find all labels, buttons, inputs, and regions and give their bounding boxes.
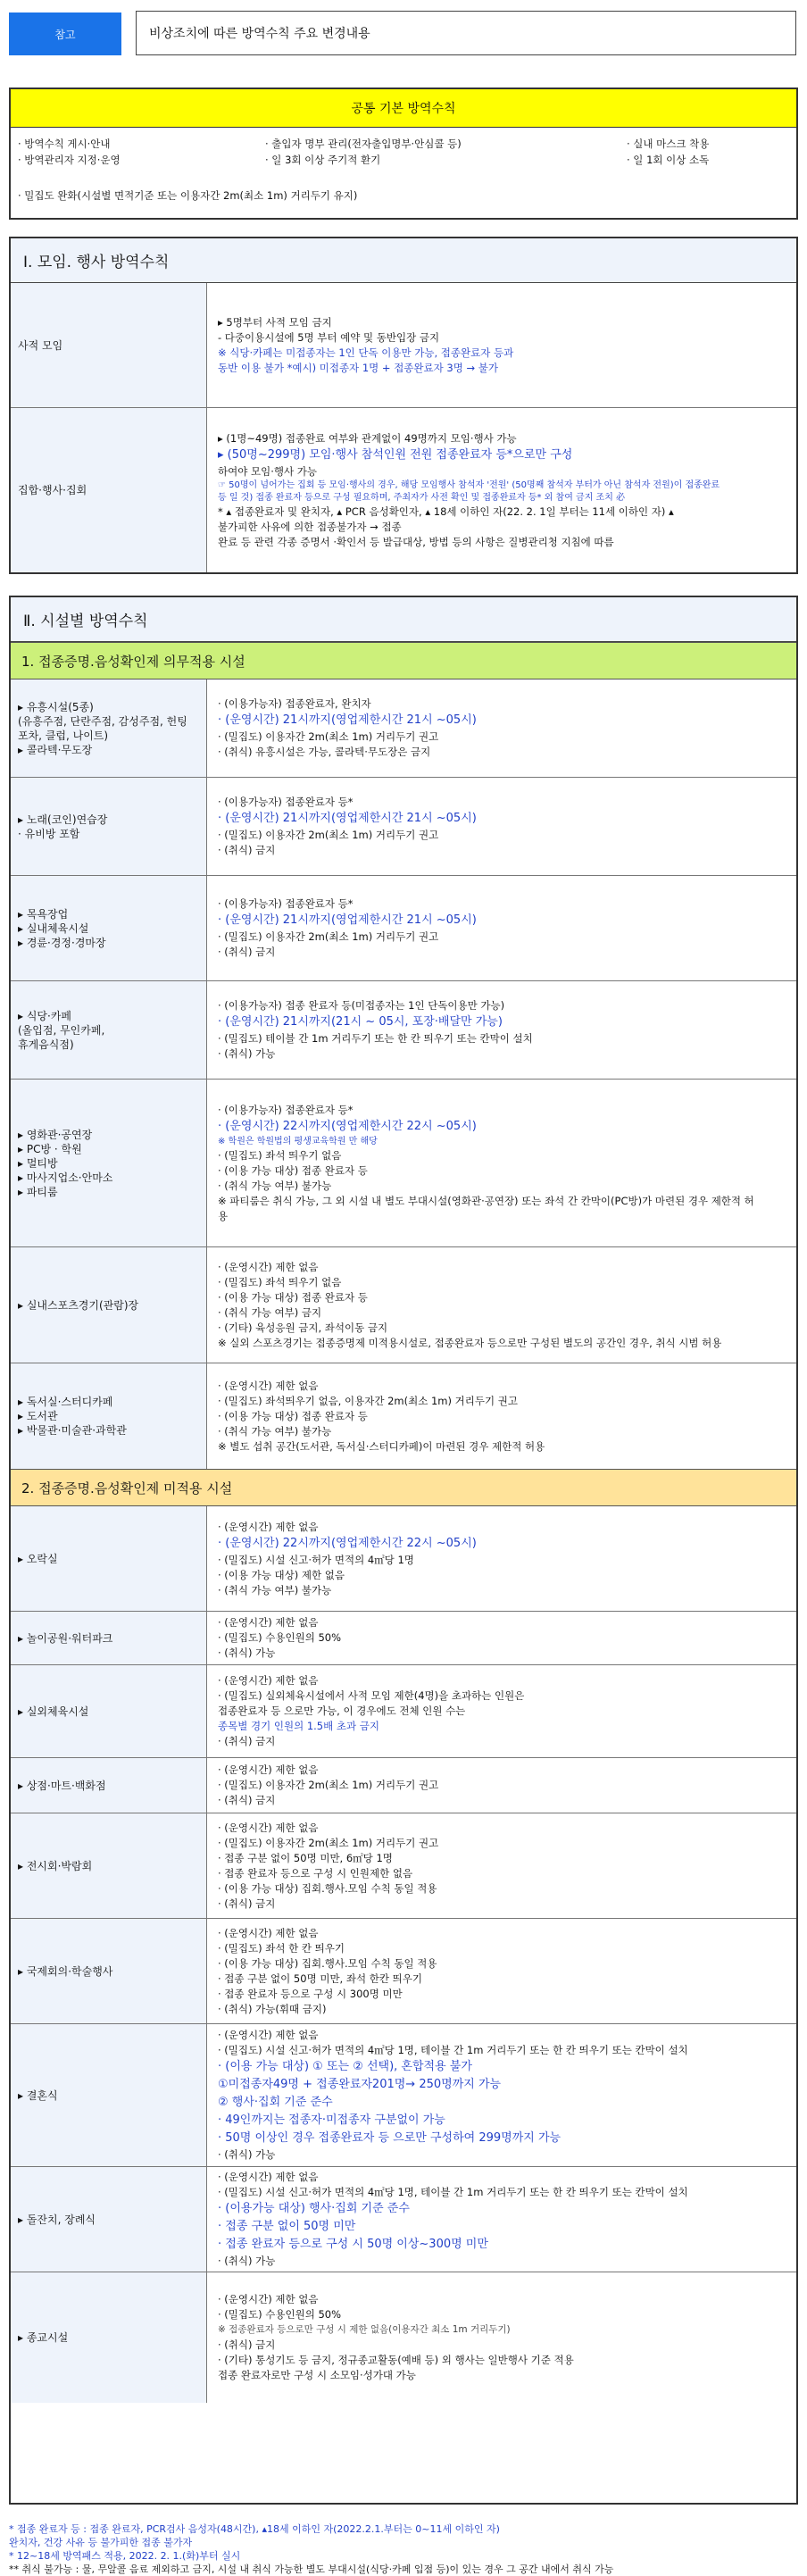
row-label <box>11 1919 207 2023</box>
row-content <box>218 1247 789 1363</box>
row-label <box>11 1247 207 1363</box>
row-content <box>218 2167 789 2272</box>
rule-line: · (밀집도) 이용자간 2m(최소 1m) 거리두기 권고 <box>218 1836 439 1849</box>
table-row <box>11 1919 796 2024</box>
row-content <box>218 1363 789 1469</box>
rule-line: · 접종 구분 없이 50명 미만, 6㎡당 1명 <box>218 1851 393 1864</box>
row-label-line: ▸ 멀티방 <box>18 1156 58 1170</box>
row-label-line: · 유비방 포함 <box>18 827 80 840</box>
row-label-line: 포차, 클럽, 나이트) <box>18 729 109 742</box>
common-col1 <box>18 136 121 168</box>
row-label <box>11 2024 207 2166</box>
rule-line: · (운영시간) 제한 없음 <box>218 1821 319 1834</box>
rule-line: * ▴ 접종완료자 및 완치자, ▴ PCR 음성확인자, ▴ 18세 이하인 자(22. 2. 1일 부터는 11세 이하인 자) ▴ <box>218 504 674 518</box>
rule-line: · (밀집도) 시설 신고·허가 면적의 4㎡당 1명, 테이블 간 1m 거리두기 또는 한 칸 띄우기 또는 칸막이 설치 <box>218 2044 688 2056</box>
rule-line: 접종완료자 등 으로만 가능, 이 경우에도 전체 인원 수는 <box>218 1705 466 1717</box>
footnote: ** 취식 불가능 : 물, 무알콜 음료 제외하고 금지, 시설 내 취식 가능한 별도 부대시설(식당·카페 입점 등)이 있는 경우 그 공간 내에서 취식 가능 <box>9 2563 614 2575</box>
rule-line: · (취식 가능 여부) 불가능 <box>218 1583 332 1596</box>
rule-line: · (기타) 육성응원 금지, 좌석이동 금지 <box>218 1321 388 1334</box>
rule-line: · (운영시간) 제한 없음 <box>218 2029 319 2041</box>
row-label-line: ▸ 실외체육시설 <box>18 1705 89 1718</box>
rule-line: ※ 실외 스포츠경기는 접종증명제 미적용시설로, 접종완료자 등으로만 구성된 별도의 공간인 경우, 취식 시범 허용 <box>218 1336 722 1349</box>
rule-line: 용 <box>218 1209 229 1222</box>
row-label-line: ▸ 목욕장업 <box>18 907 69 921</box>
rule-line: · 50명 이상인 경우 접종완료자 등 으로만 구성하여 299명까지 가능 <box>218 2131 562 2145</box>
rule-line: · (취식 가능 여부) 불가능 <box>218 1424 332 1438</box>
rule-line: · (이용 가능 대상) 집회.행사.모임 수칙 동일 적용 <box>218 1881 437 1895</box>
rule-line: · (취식) 가능 <box>218 1646 276 1659</box>
table-row <box>11 283 796 408</box>
row-content <box>218 408 789 572</box>
rule-line: ※ 파티룸은 취식 가능, 그 외 시설 내 별도 부대시설(영화관·공연장) 또는 좌석 간 칸막이(PC방)가 마련된 경우 제한적 허 <box>218 1194 754 1207</box>
rule-line: · (운영시간) 제한 없음 <box>218 2293 319 2305</box>
rule-line: · (취식) 가능 <box>218 2255 276 2267</box>
rule-line: · (취식) 가능 <box>218 2148 276 2161</box>
table-row <box>11 1506 796 1612</box>
rule-line: · (밀집도) 이용자간 2m(최소 1m) 거리두기 권고 <box>218 829 439 841</box>
rule-line: ▸ (1명~49명) 접종완료 여부와 관계없이 49명까지 모임·행사 가능 <box>218 431 517 445</box>
row-label <box>11 2167 207 2272</box>
rule-line: · (밀집도) 좌석띄우기 없음, 이용자간 2m(최소 1m) 거리두기 권고 <box>218 1394 518 1407</box>
row-label-line: ▸ 실내체육시설 <box>18 921 89 935</box>
common-item: · 실내 마스크 착용 <box>627 138 710 150</box>
rule-line: · (운영시간) 21시까지(영업제한시간 21시 ~05시) <box>218 812 477 825</box>
row-label-line: ▸ 노래(코인)연습장 <box>18 813 108 826</box>
row-label <box>11 1665 207 1757</box>
rule-line: ▸ 5명부터 사적 모임 금지 <box>218 315 332 329</box>
row-label-line: ▸ 전시회·박람회 <box>18 1859 93 1872</box>
common-item: · 출입자 명부 관리(전자출입명부·안심콜 등) <box>265 138 462 150</box>
table-row <box>11 1612 796 1665</box>
row-label-line: ▸ 경륜·경정·경마장 <box>18 936 106 949</box>
row-content <box>218 2024 789 2166</box>
row-content <box>218 1813 789 1918</box>
row-label-line: ▸ 파티룸 <box>18 1185 58 1198</box>
rule-line: · (이용 가능 대상) 접종 완료자 등 <box>218 1290 368 1304</box>
row-label <box>11 778 207 875</box>
rule-line: ①미접종자49명 + 접종완료자201명→ 250명까지 가능 <box>218 2078 502 2091</box>
footnotes <box>9 2522 798 2576</box>
row-content <box>218 1506 789 1611</box>
row-label-line: (유흥주점, 단란주점, 감성주점, 헌팅 <box>18 714 187 728</box>
rule-line: · (이용가능자) 접종완료자, 완치자 <box>218 697 371 710</box>
rule-line: · 접종 완료자 등으로 구성 시 인원제한 없음 <box>218 1866 413 1880</box>
row-label <box>11 679 207 777</box>
rule-line: · (취식) 금지 <box>218 2338 276 2351</box>
rule-line: · (밀집도) 시설 신고·허가 면적의 4㎡당 1명, 테이블 간 1m 거리두기 또는 한 칸 띄우기 또는 칸막이 설치 <box>218 2186 688 2198</box>
rule-line: · (밀집도) 테이블 간 1m 거리두기 또는 한 칸 띄우기 또는 칸막이 설치 <box>218 1032 533 1045</box>
table-row <box>11 2024 796 2167</box>
common-bottom: · 밀집도 완화(시설별 면적기준 또는 이용자간 2m(최소 1m) 거리두기 유지) <box>18 189 358 202</box>
rule-line: · (운영시간) 제한 없음 <box>218 1379 319 1392</box>
rule-line: · (이용가능자) 접종완료자 등* <box>218 897 354 910</box>
rule-line: · (밀집도) 수용인원의 50% <box>218 1631 342 1644</box>
row-content <box>218 1080 789 1246</box>
row-content <box>218 1612 789 1664</box>
table-row <box>11 408 796 572</box>
row-label <box>11 283 207 407</box>
rule-line: 불가피한 사유에 의한 접종불가자 → 접종 <box>218 520 402 533</box>
rule-line: 하여야 모임·행사 가능 <box>218 464 317 478</box>
rule-line: · (이용 가능 대상) 제한 없음 <box>218 1568 345 1581</box>
section-gatherings <box>9 237 798 574</box>
table-row <box>11 1080 796 1247</box>
table-row <box>11 1363 796 1469</box>
rule-line: · (운영시간) 22시까지(영업제한시간 22시 ~05시) <box>218 1119 477 1133</box>
row-label-line: ▸ 놀이공원·워터파크 <box>18 1631 113 1645</box>
rule-line: ※ 별도 섭취 공간(도서관, 독서실·스터디카페)이 마련된 경우 제한적 허용 <box>218 1439 545 1453</box>
table-row <box>11 876 796 981</box>
rule-line: · (운영시간) 22시까지(영업제한시간 22시 ~05시) <box>218 1536 477 1550</box>
row-content <box>218 1665 789 1757</box>
common-rules-body <box>11 127 796 218</box>
rule-line: · 접종 구분 없이 50명 미만, 좌석 한칸 띄우기 <box>218 1972 422 1985</box>
rule-line: · (밀집도) 수용인원의 50% <box>218 2308 342 2321</box>
section-facilities <box>9 596 798 2505</box>
row-label <box>11 1758 207 1813</box>
footnote: * 접종 완료자 등 : 접종 완료자, PCR검사 음성자(48시간), ▴18세 이하인 자(2022.2.1.부터는 0~11세 이하인 자) <box>9 2523 500 2535</box>
table-row <box>11 1758 796 1813</box>
rule-line: · (이용가능자) 접종완료자 등* <box>218 796 354 808</box>
rule-line: · (이용가능자) 접종 완료자 등(미접종자는 1인 단독이용만 가능) <box>218 999 505 1012</box>
row-label <box>11 1506 207 1611</box>
common-item: · 방역관리자 지정·운영 <box>18 154 121 166</box>
table-row <box>11 679 796 778</box>
row-label <box>11 408 207 572</box>
rule-line: · (취식) 금지 <box>218 1794 276 1806</box>
row-label <box>11 1813 207 1918</box>
rule-line: · (취식) 가능(휘때 금지) <box>218 2002 327 2015</box>
row-label-line: ▸ 식당·카페 <box>18 1009 72 1022</box>
table-row <box>11 2167 796 2272</box>
common-col3 <box>627 136 709 168</box>
section-title: Ⅰ. 모임. 행사 방역수칙 <box>11 238 796 283</box>
rule-line: ※ 접종완료자 등으로만 구성 시 제한 없음(이용자간 최소 1m 거리두기) <box>218 2324 511 2335</box>
rule-line: · (운영시간) 제한 없음 <box>218 2171 319 2183</box>
common-item: · 일 1회 이상 소독 <box>627 154 710 166</box>
common-rules-title: 공통 기본 방역수칙 <box>11 89 796 128</box>
rule-line: · (취식) 금지 <box>218 1897 276 1910</box>
rule-line: · (기타) 통성기도 등 금지, 정규종교활동(예배 등) 외 행사는 일반행사 기준 적용 <box>218 2354 574 2366</box>
row-label-line: ▸ 상점·마트·백화점 <box>18 1779 106 1792</box>
rule-line: · (이용 가능 대상) 접종 완료자 등 <box>218 1409 368 1422</box>
row-label-line: ▸ 결혼식 <box>18 2088 58 2102</box>
row-label-line: ▸ 유흥시설(5종) <box>18 700 94 713</box>
rule-line: · (밀집도) 이용자간 2m(최소 1m) 거리두기 권고 <box>218 930 439 943</box>
common-col2 <box>265 136 462 168</box>
reference-badge: 참고 <box>9 13 121 55</box>
rule-line: · (이용가능자) 접종완료자 등* <box>218 1103 354 1116</box>
row-label <box>11 876 207 980</box>
row-label-line: ▸ 돌잔치, 장례식 <box>18 2213 96 2226</box>
row-label-line: ▸ 도서관 <box>18 1410 58 1422</box>
rule-line: ※ 학원은 학원법의 평생교육학원 만 해당 <box>218 1136 378 1146</box>
section-title: Ⅱ. 시설별 방역수칙 <box>11 597 796 642</box>
row-content <box>218 1758 789 1813</box>
row-content <box>218 876 789 980</box>
common-item: · 방역수칙 게시·안내 <box>18 138 111 150</box>
rule-line: ▸ (50명~299명) 모임·행사 참석인원 전원 접종완료자 등*으로만 구성 <box>218 447 573 462</box>
rule-line: · (밀집도) 좌석 띄우기 없음 <box>218 1148 342 1162</box>
row-label-line: ▸ 영화관·공연장 <box>18 1128 93 1141</box>
rule-line: 접종 완료자로만 구성 시 소모임·성가대 가능 <box>218 2369 416 2381</box>
row-label-line: ▸ 독서실·스터디카페 <box>18 1396 113 1408</box>
rule-line: · 접종 구분 없이 50명 미만 <box>218 2220 356 2233</box>
rule-line: · (밀집도) 실외체육시설에서 사적 모임 제한(4명)을 초과하는 인원은 <box>218 1689 525 1702</box>
row-label <box>11 1363 207 1469</box>
row-label <box>11 1080 207 1246</box>
row-label <box>11 2272 207 2403</box>
rule-line: 등 일 것) 접종 완료자 등으로 구성 필요하며, 주최자가 사전 확인 및 접종완료자 등* 외 참여 금지 조치 必 <box>218 492 626 503</box>
rule-line: · (운영시간) 제한 없음 <box>218 1926 319 1939</box>
rule-line: · (밀집도) 좌석 띄우기 없음 <box>218 1275 342 1288</box>
table-row <box>11 1665 796 1758</box>
rule-line: · (취식 가능 여부) 불가능 <box>218 1179 332 1192</box>
row-label-line: 사적 모임 <box>18 338 63 352</box>
row-label-line: ▸ 마사지업소·안마소 <box>18 1171 113 1184</box>
row-content <box>218 2272 789 2403</box>
row-label-line: ▸ 국제회의·학술행사 <box>18 1964 113 1978</box>
rule-line: · (운영시간) 21시까지(영업제한시간 21시 ~05시) <box>218 713 477 727</box>
common-rules-box <box>9 88 798 220</box>
rule-line: · (운영시간) 제한 없음 <box>218 1763 319 1776</box>
rule-line: · (운영시간) 21시까지(영업제한시간 21시 ~05시) <box>218 913 477 927</box>
table-row <box>11 2272 796 2403</box>
rule-line: · (운영시간) 제한 없음 <box>218 1616 319 1629</box>
subsection-pass-required: 1. 접종증명.음성확인제 의무적용 시설 <box>11 642 796 679</box>
table-row <box>11 778 796 876</box>
row-content <box>218 679 789 777</box>
common-item: · 일 3회 이상 주기적 환기 <box>265 154 381 166</box>
rule-line: · (밀집도) 이용자간 2m(최소 1m) 거리두기 권고 <box>218 730 439 743</box>
rule-line: 동반 이용 불가 *예시) 미접종자 1명 + 접종완료자 3명 → 불가 <box>218 361 498 374</box>
subsection-pass-not-required: 2. 접종증명.음성확인제 미적용 시설 <box>11 1469 796 1506</box>
rule-line: · (이용가능 대상) 행사·집회 기준 준수 <box>218 2202 410 2215</box>
rule-line: · (운영시간) 제한 없음 <box>218 1520 319 1533</box>
table-row <box>11 1247 796 1363</box>
table-row <box>11 981 796 1080</box>
row-content <box>218 283 789 407</box>
row-label <box>11 1612 207 1664</box>
page-title: 비상조치에 따른 방역수칙 주요 변경내용 <box>136 11 796 55</box>
footnote: 완치자, 건강 사유 등 불가피한 접종 불가자 <box>9 2537 193 2548</box>
rule-line: - 다중이용시설에 5명 부터 예약 및 동반입장 금지 <box>218 330 440 344</box>
rule-line: · (취식 가능 여부) 금지 <box>218 1305 322 1319</box>
row-label-line: ▸ PC방 · 학원 <box>18 1142 82 1155</box>
row-content <box>218 778 789 875</box>
row-content <box>218 1919 789 2023</box>
rule-line: · (이용 가능 대상) ① 또는 ② 선택), 혼합적용 불가 <box>218 2060 472 2073</box>
rule-line: 완료 등 관련 각종 증명서 ·확인서 등 발급대상, 방법 등의 사항은 질병관리청 지침에 따름 <box>218 535 614 548</box>
row-content <box>218 981 789 1079</box>
rule-line: · (취식) 가능 <box>218 1047 276 1060</box>
rule-line: · (밀집도) 좌석 한 칸 띄우기 <box>218 1941 345 1955</box>
row-label-line: ▸ 오락실 <box>18 1552 58 1565</box>
row-label-line: ▸ 종교시설 <box>18 2331 69 2344</box>
row-label-line: ▸ 박물관·미술관·과학관 <box>18 1424 127 1437</box>
row-label-line: 휴게음식점) <box>18 1038 74 1051</box>
rule-line: · (취식) 금지 <box>218 946 276 958</box>
row-label-line: 집합·행사·집회 <box>18 484 87 496</box>
row-label <box>11 981 207 1079</box>
rule-line: · (운영시간) 21시까지(21시 ~ 05시, 포장·배달만 가능) <box>218 1015 503 1029</box>
rule-line: 종목별 경기 인원의 1.5배 초과 금지 <box>218 1720 379 1732</box>
row-label-line: (올입점, 무인카페, <box>18 1023 105 1037</box>
rule-line: · (운영시간) 제한 없음 <box>218 1260 319 1273</box>
rule-line: · (취식) 금지 <box>218 844 276 856</box>
header <box>9 11 798 57</box>
rule-line: · (취식) 유흥시설은 가능, 콜라텍·무도장은 금지 <box>218 746 431 758</box>
rule-line: ※ 식당·카페는 미접종자는 1인 단독 이용만 가능, 접종완료자 등과 <box>218 346 514 359</box>
row-label-line: ▸ 콜라텍·무도장 <box>18 743 93 756</box>
row-label-line: ▸ 실내스포츠경기(관람)장 <box>18 1298 139 1312</box>
rule-line: · 접종 완료자 등으로 구성 시 50명 이상~300명 미만 <box>218 2238 488 2251</box>
rule-line: · (이용 가능 대상) 접종 완료자 등 <box>218 1163 368 1177</box>
rule-line: · 접종 완료자 등으로 구성 시 300명 미만 <box>218 1987 403 2000</box>
rule-line: · (취식) 금지 <box>218 1735 276 1747</box>
rule-line: ② 행사·집회 기준 준수 <box>218 2096 333 2109</box>
rule-line: · (운영시간) 제한 없음 <box>218 1674 319 1687</box>
rule-line: · (이용 가능 대상) 집회.행사.모임 수칙 동일 적용 <box>218 1956 437 1970</box>
table-row <box>11 1813 796 1919</box>
rule-line: ☞ 50명이 넘어가는 집회 등 모임·행사의 경우, 해당 모임행사 참석자 '전원' (50명째 참석자 부터가 아닌 참석자 전원)이 접종완료 <box>218 479 720 490</box>
footnote: * 12~18세 방역패스 적용, 2022. 2. 1.(화)부터 실시 <box>9 2550 241 2562</box>
rule-line: · 49인까지는 접종자·미접종자 구분없이 가능 <box>218 2113 445 2127</box>
rule-line: · (밀집도) 이용자간 2m(최소 1m) 거리두기 권고 <box>218 1779 439 1791</box>
rule-line: · (밀집도) 시설 신고·허가 면적의 4㎡당 1명 <box>218 1553 414 1566</box>
